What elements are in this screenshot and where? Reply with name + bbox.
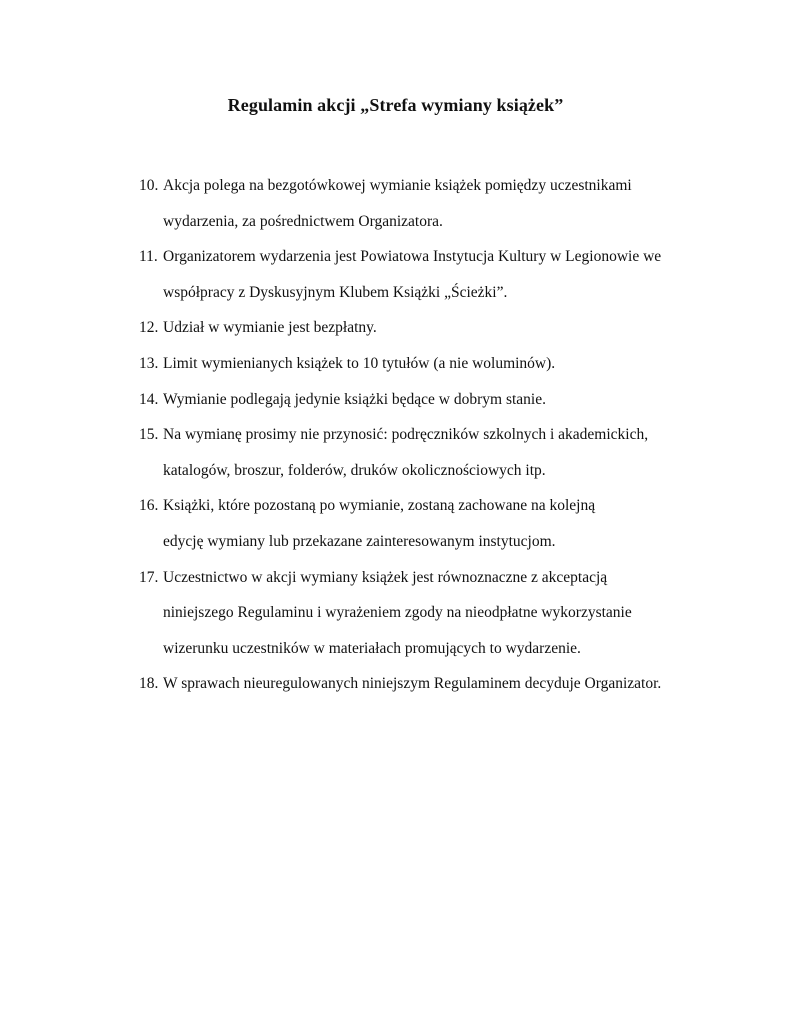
rule-number: 11.	[139, 248, 158, 266]
rule-number: 16.	[139, 497, 159, 515]
rule-text	[163, 168, 679, 239]
rule-item	[139, 560, 679, 667]
rule-text-line: Na wymianę prosimy nie przynosić: podręczników szkolnych i akademickich,	[163, 426, 649, 444]
rule-text	[163, 346, 679, 382]
rule-text	[163, 560, 679, 667]
rule-number: 12.	[139, 319, 159, 337]
rule-text	[163, 239, 679, 310]
document-title: Regulamin akcji „Strefa wymiany książek”	[227, 95, 564, 115]
rule-number: 18.	[139, 675, 159, 693]
rule-text-line: niniejszego Regulaminu i wyrażeniem zgody na nieodpłatne wykorzystanie	[163, 604, 632, 622]
rule-number: 15.	[139, 426, 159, 444]
rule-number: 10.	[139, 177, 159, 194]
rule-item	[139, 417, 679, 488]
rule-text-line: W sprawach nieuregulowanych niniejszym Regulaminem decyduje Organizator.	[163, 675, 662, 693]
rule-text-line: Wymianie podlegają jedynie książki będące w dobrym stanie.	[163, 390, 546, 408]
rule-text-line: Uczestnictwo w akcji wymiany książek jest równoznaczne z akceptacją	[163, 568, 608, 586]
rule-number: 17.	[139, 568, 159, 586]
rule-text	[163, 382, 679, 418]
rule-number: 14.	[139, 390, 159, 408]
rule-text-line: Udział w wymianie jest bezpłatny.	[163, 319, 377, 337]
rule-text	[163, 417, 679, 488]
rule-text-line: współpracy z Dyskusyjnym Klubem Książki „Ścieżki”.	[163, 283, 508, 301]
rule-text-line: Organizatorem wydarzenia jest Powiatowa Instytucja Kultury w Legionowie we	[163, 248, 662, 266]
rule-text	[163, 666, 679, 702]
rule-item	[139, 382, 679, 418]
rule-item	[139, 239, 679, 310]
rule-item	[139, 488, 679, 559]
rule-number: 13.	[139, 354, 159, 372]
rule-text-line: edycję wymiany lub przekazane zainteresowanym instytucjom.	[163, 532, 556, 550]
rule-item	[139, 346, 679, 382]
rule-text-line: katalogów, broszur, folderów, druków okolicznościowych itp.	[163, 461, 546, 479]
rule-text	[163, 310, 679, 346]
rule-item	[139, 168, 679, 239]
rule-text-line: wydarzenia, za pośrednictwem Organizatora.	[163, 212, 443, 230]
rule-text	[163, 488, 679, 559]
rule-text-line: Książki, które pozostaną po wymianie, zostaną zachowane na kolejną	[163, 497, 596, 515]
rules-list	[139, 168, 679, 702]
rule-text-line: Akcja polega na bezgotówkowej wymianie książek pomiędzy uczestnikami	[163, 177, 632, 194]
rule-text-line: wizerunku uczestników w materiałach promujących to wydarzenie.	[163, 639, 581, 657]
rule-item	[139, 310, 679, 346]
rule-item	[139, 666, 679, 702]
rule-text-line: Limit wymienianych książek to 10 tytułów (a nie woluminów).	[163, 354, 556, 372]
